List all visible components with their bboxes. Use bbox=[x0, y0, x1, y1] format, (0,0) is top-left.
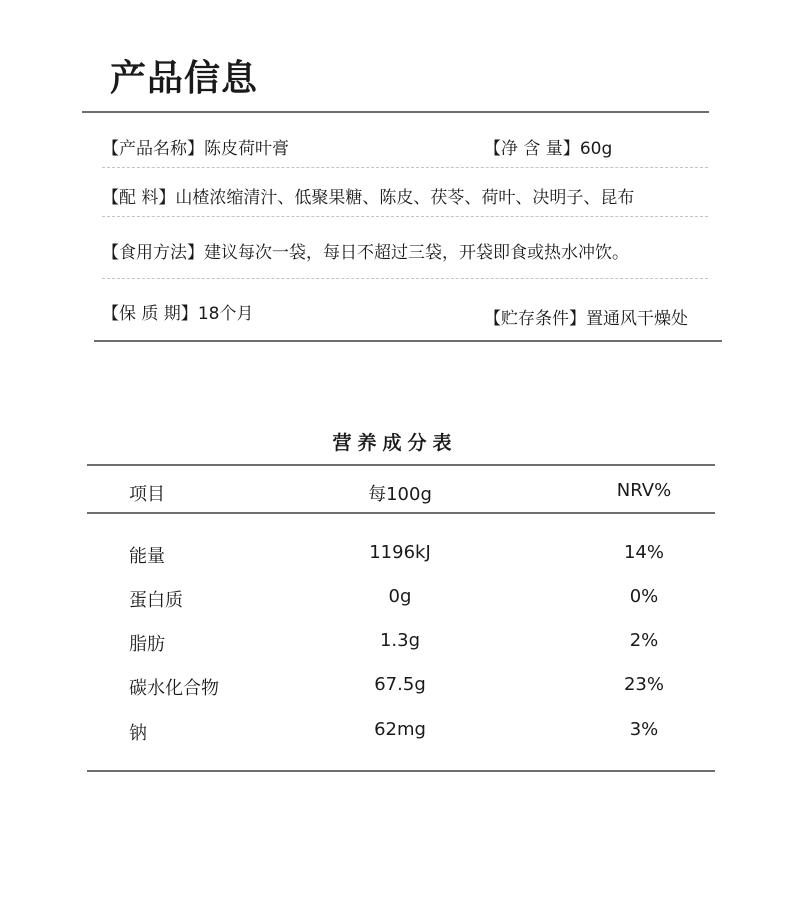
page-title: 产品信息 bbox=[110, 58, 259, 99]
row-protein-value: 0g bbox=[388, 586, 412, 607]
row-sodium-value: 62mg bbox=[374, 719, 426, 740]
usage-row bbox=[102, 238, 629, 263]
info-bottom-divider bbox=[94, 340, 722, 342]
row-sodium-nrv: 3% bbox=[629, 719, 659, 740]
ingredients-row bbox=[102, 183, 634, 208]
header-item: 项目 bbox=[129, 484, 165, 505]
row-carbohydrate-name: 碳水化合物 bbox=[129, 678, 219, 699]
row-fat-value: 1.3g bbox=[379, 630, 421, 651]
row-protein-name: 蛋白质 bbox=[129, 590, 183, 611]
product-name-value: 陈皮荷叶膏 bbox=[204, 139, 289, 159]
row-energy-nrv: 14% bbox=[623, 542, 664, 563]
row-carbohydrate-value: 67.5g bbox=[374, 674, 426, 695]
net-content-row bbox=[484, 134, 612, 159]
product-name-row bbox=[102, 134, 289, 159]
row-energy-value: 1196kJ bbox=[369, 542, 431, 563]
usage-value: 建议每次一袋，每日不超过三袋，开袋即食或热水冲饮。 bbox=[204, 243, 629, 263]
nutrition-title: 营养成分表 bbox=[332, 432, 458, 454]
header-per-100g: 每100g bbox=[368, 484, 432, 505]
storage-row bbox=[484, 304, 688, 329]
shelf-life-value: 18个月 bbox=[197, 304, 254, 324]
storage-value: 置通风干燥处 bbox=[586, 309, 688, 329]
net-content-value: 60g bbox=[579, 139, 613, 159]
shelf-life-label: 【保 质 期】 bbox=[102, 304, 198, 324]
net-content-label: 【净 含 量】 bbox=[484, 139, 580, 159]
row-fat-name: 脂肪 bbox=[129, 634, 165, 655]
info-divider bbox=[102, 216, 708, 217]
row-fat-nrv: 2% bbox=[629, 630, 659, 651]
ingredients-value: 山楂浓缩清汁、低聚果糖、陈皮、茯苓、荷叶、决明子、昆布 bbox=[175, 188, 635, 208]
shelf-life-row bbox=[102, 299, 253, 324]
table-bottom-rule bbox=[87, 770, 715, 772]
row-carbohydrate-nrv: 23% bbox=[623, 674, 664, 695]
title-divider bbox=[82, 111, 709, 113]
row-protein-nrv: 0% bbox=[629, 586, 659, 607]
info-divider bbox=[102, 167, 708, 168]
row-sodium-name: 钠 bbox=[129, 723, 147, 744]
product-name-label: 【产品名称】 bbox=[102, 139, 204, 159]
ingredients-label: 【配 料】 bbox=[102, 188, 176, 208]
table-header-rule bbox=[87, 512, 715, 514]
info-divider bbox=[102, 278, 708, 279]
storage-label: 【贮存条件】 bbox=[484, 309, 586, 329]
table-top-rule bbox=[87, 464, 715, 466]
header-nrv: NRV% bbox=[616, 480, 672, 501]
row-energy-name: 能量 bbox=[129, 546, 165, 567]
usage-label: 【食用方法】 bbox=[102, 243, 204, 263]
